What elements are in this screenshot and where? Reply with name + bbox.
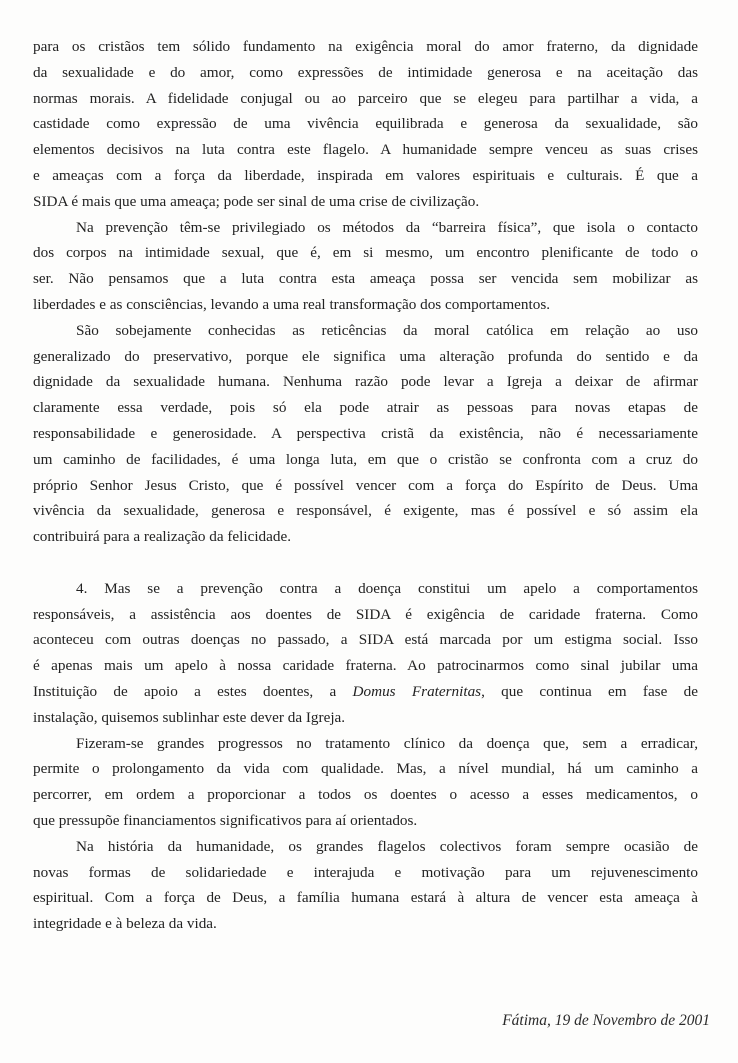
text-line: permite o prolongamento da vida com qualidade. Mas, a nível mundial, há um caminho a xyxy=(33,760,698,778)
text-line: novas formas de solidariedade e interajuda e motivação para um rejuvenescimento xyxy=(33,863,698,881)
text-line: próprio Senhor Jesus Cristo, que é possível vencer com a força do Espírito de Deus. Uma xyxy=(33,476,698,494)
text-line: e ameaças com a força da liberdade, inspirada em valores espirituais e culturais. É que a xyxy=(33,166,698,184)
text-segment: , que continua em fase de xyxy=(481,682,698,700)
text-line: integridade e à beleza da vida. xyxy=(33,915,217,933)
text-line: da sexualidade e do amor, como expressões de intimidade generosa e na aceitação das xyxy=(33,63,698,81)
text-line: contribuirá para a realização da felicidade. xyxy=(33,528,292,546)
text-segment: Instituição de apoio a estes doentes, a xyxy=(33,682,337,700)
text-line: generalizado do preservativo, porque ele significa uma alteração profunda do sentido e da xyxy=(33,347,698,365)
text-line: que pressupõe financiamentos significativos para aí orientados. xyxy=(33,811,418,829)
text-line: 4. Mas se a prevenção contra a doença constitui um apelo a comportamentos xyxy=(76,579,698,597)
section-gap xyxy=(33,550,698,576)
paragraph-2 xyxy=(33,215,698,318)
text-line: é apenas mais um apelo à nossa caridade fraterna. Ao patrocinarmos como sinal jubilar uma xyxy=(33,657,698,675)
text-line: dos corpos na intimidade sexual, que é, em si mesmo, um encontro plenificante de todo o xyxy=(33,244,698,262)
paragraph-1 xyxy=(33,34,698,215)
text-line: para os cristãos tem sólido fundamento na exigência moral do amor fraterno, da dignidade xyxy=(33,38,698,55)
paragraph-6 xyxy=(33,834,698,937)
text-line: um caminho de facilidades, é uma longa luta, em que o cristão se confronta com a cruz do xyxy=(33,450,698,468)
text-line: São sobejamente conhecidas as reticências da moral católica em relação ao uso xyxy=(76,321,698,339)
text-line: Fizeram-se grandes progressos no tratamento clínico da doença que, sem a erradicar, xyxy=(76,734,698,752)
text-line: vivência da sexualidade, generosa e responsável, é exigente, mas é possível e só assim ela xyxy=(33,502,698,520)
paragraph-4 xyxy=(33,576,698,731)
institution-name: Domus Fraternitas xyxy=(352,682,482,700)
text-line: aconteceu com outras doenças no passado, a SIDA está marcada por um estigma social. Isso xyxy=(33,631,698,649)
signature-date: Fátima, 19 de Novembro de 2001 xyxy=(502,1012,710,1029)
paragraph-5 xyxy=(33,731,698,834)
body-text xyxy=(33,34,698,937)
text-line: SIDA é mais que uma ameaça; pode ser sinal de uma crise de civilização. xyxy=(33,192,480,210)
text-line: responsabilidade e generosidade. A perspectiva cristã da existência, não é necessariamente xyxy=(33,424,698,442)
text-line: Na prevenção têm-se privilegiado os métodos da “barreira física”, que isola o contacto xyxy=(76,218,698,236)
text-line xyxy=(33,679,698,705)
text-line: castidade como expressão de uma vivência equilibrada e generosa da sexualidade, são xyxy=(33,115,698,133)
text-line: dignidade da sexualidade humana. Nenhuma razão pode levar a Igreja a deixar de afirmar xyxy=(33,373,698,391)
paragraph-3 xyxy=(33,318,698,550)
text-line: instalação, quisemos sublinhar este dever da Igreja. xyxy=(33,708,346,726)
text-line: ser. Não pensamos que a luta contra esta ameaça possa ser vencida sem mobilizar as xyxy=(33,270,698,288)
text-line: liberdades e as consciências, levando a uma real transformação dos comportamentos. xyxy=(33,295,551,313)
text-line: percorrer, em ordem a proporcionar a todos os doentes o acesso a esses medicamentos, o xyxy=(33,786,698,804)
text-line: normas morais. A fidelidade conjugal ou ao parceiro que se elegeu para partilhar a vida, a xyxy=(33,89,698,107)
text-line: elementos decisivos na luta contra este flagelo. A humanidade sempre venceu as suas crises xyxy=(33,141,698,159)
text-line: espiritual. Com a força de Deus, a família humana estará à altura de vencer esta ameaça à xyxy=(33,889,698,907)
text-line: claramente essa verdade, pois só ela pode atrair as pessoas para novas etapas de xyxy=(33,399,698,417)
text-line: Na história da humanidade, os grandes flagelos colectivos foram sempre ocasião de xyxy=(76,837,698,855)
text-line: responsáveis, a assistência aos doentes de SIDA é exigência de caridade fraterna. Como xyxy=(33,605,698,623)
